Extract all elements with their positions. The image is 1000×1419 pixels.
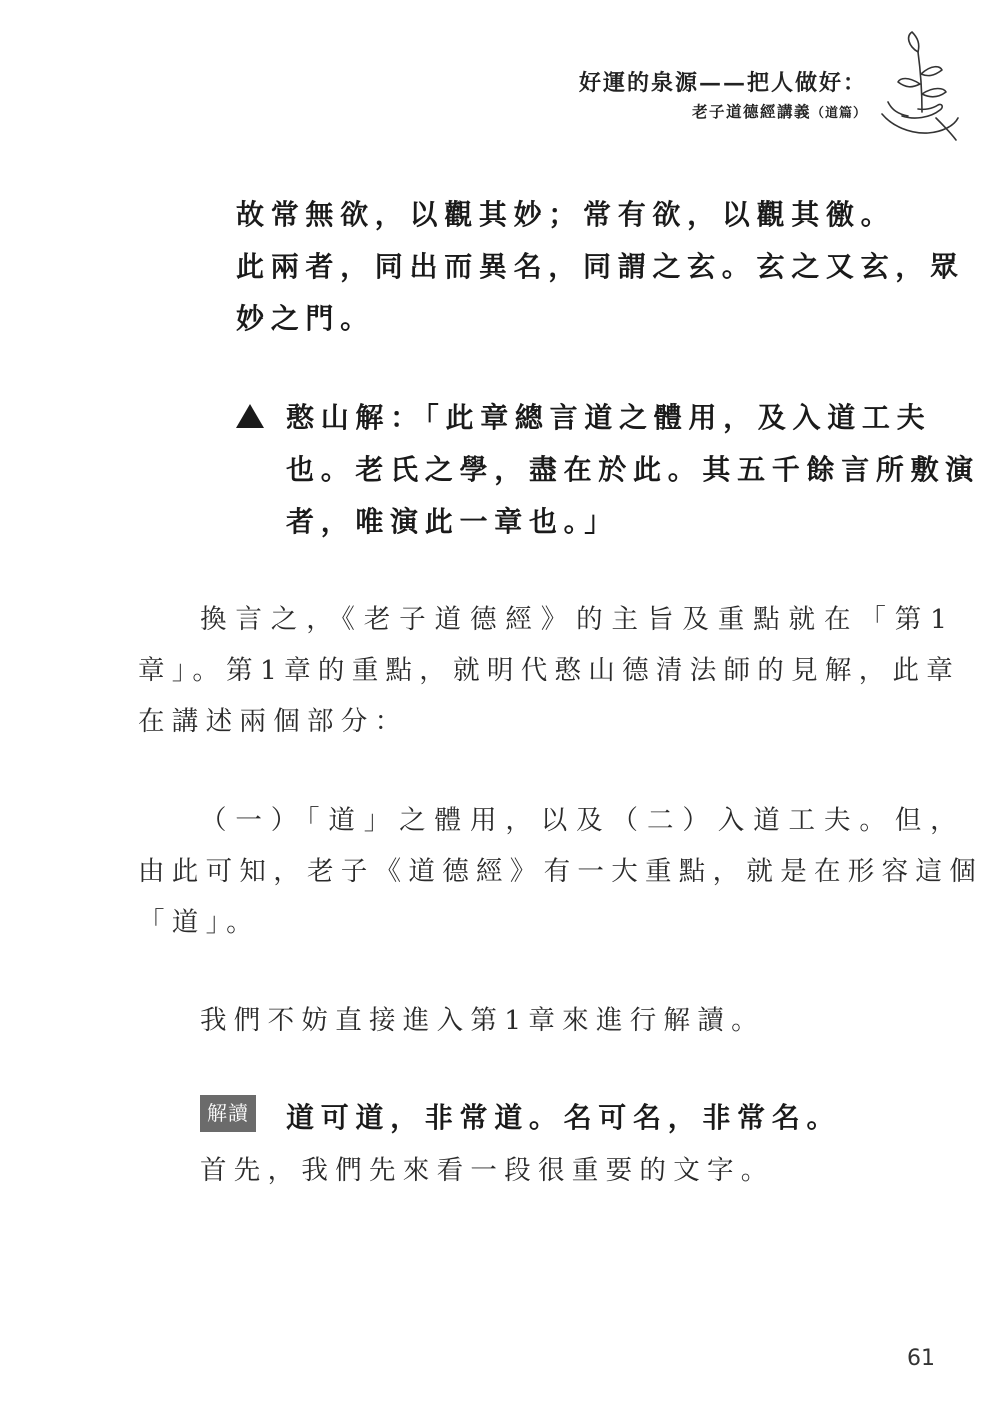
interpretation-verse: 道可道，非常道。名可名，非常名。 xyxy=(286,1101,842,1134)
interpretation-badge: 解讀 xyxy=(200,1095,256,1132)
scripture-line-1: 故常無欲，以觀其妙；常有欲，以觀其徼。 xyxy=(236,198,896,231)
paragraph-2-line-3: 「道」。 xyxy=(138,907,260,938)
triangle-bullet-icon xyxy=(236,404,264,428)
paragraph-3: 我們不妨直接進入第1章來進行解讀。 xyxy=(200,1005,765,1036)
plant-in-hand-icon xyxy=(878,30,960,142)
commentary-line-3: 者，唯演此一章也。」 xyxy=(286,505,620,538)
paragraph-1-line-1: 換言之，《老子道德經》的主旨及重點就在「第1 xyxy=(200,604,956,635)
commentary-line-1: 憨山解：「此章總言道之體用，及入道工夫 xyxy=(286,401,932,434)
commentary-line-2: 也。老氏之學，盡在於此。其五千餘言所敷演 xyxy=(286,453,981,486)
paragraph-2-line-1: （一）「道」之體用，以及（二）入道工夫。但， xyxy=(200,805,966,836)
scripture-line-3: 妙之門。 xyxy=(236,302,375,335)
paragraph-2-line-2: 由此可知，老子《道德經》有一大重點，就是在形容這個 xyxy=(138,856,983,887)
interpretation-intro: 首先，我們先來看一段很重要的文字。 xyxy=(200,1155,775,1186)
running-head-subtitle-main: 老子道德經講義 xyxy=(691,102,811,121)
paragraph-1-line-2: 章」。第1章的重點，就明代憨山德清法師的見解，此章 xyxy=(138,655,961,686)
page-number: 61 xyxy=(907,1346,935,1371)
running-head-subtitle-part: （道篇） xyxy=(810,106,867,121)
running-head-subtitle xyxy=(692,100,867,122)
scripture-line-2: 此兩者，同出而異名，同謂之玄。玄之又玄，眾 xyxy=(236,250,965,283)
running-head-title: 好運的泉源——把人做好： xyxy=(578,70,867,96)
paragraph-1-line-3: 在講述兩個部分： xyxy=(138,706,409,737)
